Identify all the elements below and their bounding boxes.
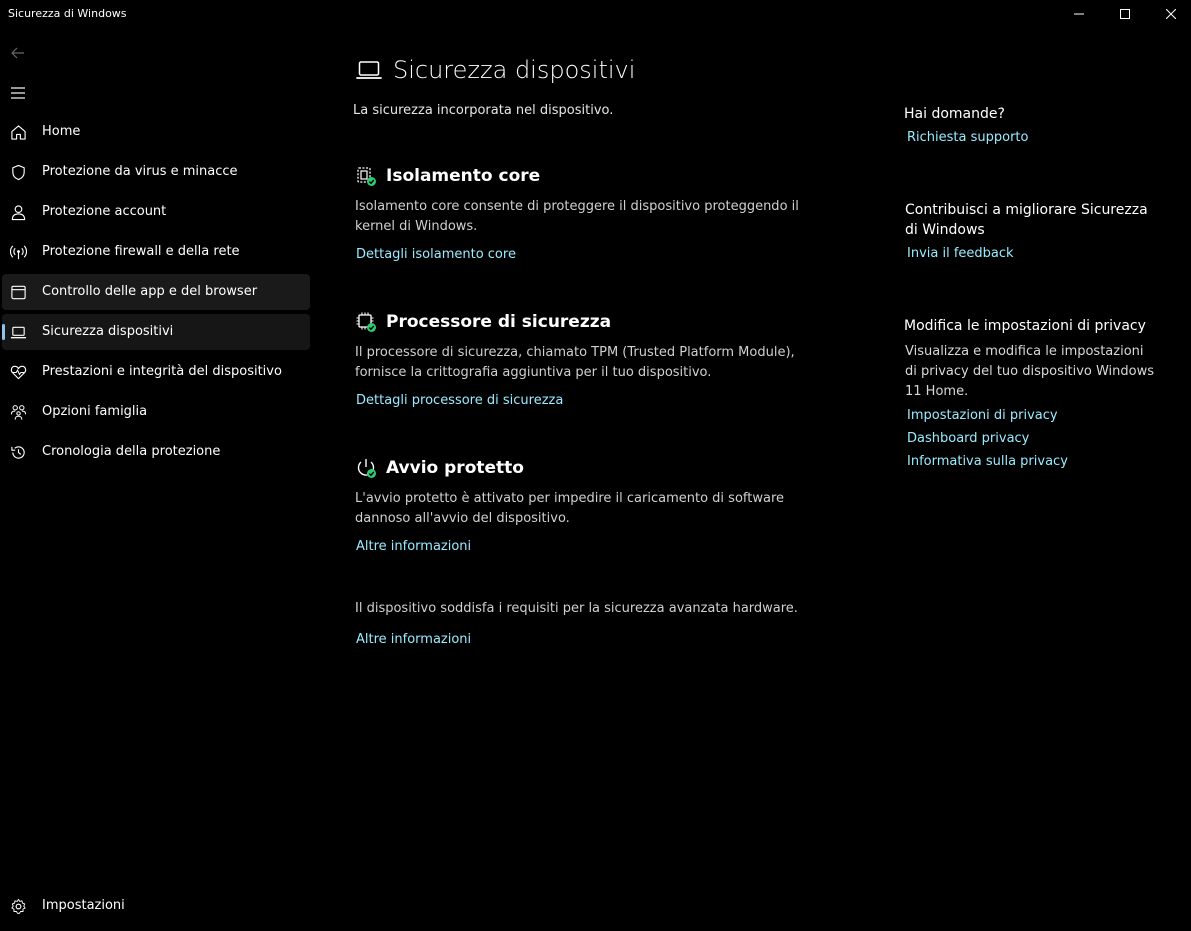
page-title: Sicurezza dispositivi xyxy=(393,56,636,84)
nav-label-account-protection: Protezione account xyxy=(42,204,167,219)
close-icon xyxy=(1166,9,1176,19)
section-desc-core-isolation: Isolamento core consente di proteggere il dispositivo proteggendo il kernel di Windows. xyxy=(355,199,799,234)
questions-title: Hai domande? xyxy=(904,106,1005,122)
nav-item-family-options[interactable] xyxy=(2,394,310,430)
nav-label-settings: Impostazioni xyxy=(42,898,125,913)
person-icon xyxy=(9,203,27,221)
back-arrow-icon xyxy=(11,46,25,60)
shield-icon xyxy=(9,163,27,181)
secure-boot-more-info-link[interactable]: Altre informazioni xyxy=(356,539,472,554)
hardware-security-note: Il dispositivo soddisfa i requisiti per la sicurezza avanzata hardware. xyxy=(355,601,798,616)
section-security-processor xyxy=(355,310,835,408)
browser-window-icon xyxy=(9,283,27,301)
close-button[interactable] xyxy=(1148,0,1191,28)
sidebar-nav xyxy=(2,114,310,474)
hamburger-icon xyxy=(10,87,26,99)
nav-item-device-security[interactable] xyxy=(2,314,310,350)
section-desc-secure-boot: L'avvio protetto è attivato per impedire il caricamento di software dannoso all'avvio del dispositivo. xyxy=(355,491,785,526)
minimize-button[interactable] xyxy=(1056,0,1102,28)
heart-pulse-icon xyxy=(9,363,27,381)
window-title: Sicurezza di Windows xyxy=(8,7,127,20)
side-questions xyxy=(904,104,1154,145)
power-icon xyxy=(355,457,377,479)
privacy-description: Visualizza e modifica le impostazioni di privacy del tuo dispositivo Windows 11 Home. xyxy=(905,344,1154,399)
laptop-icon xyxy=(9,323,27,341)
section-title-secure-boot: Avvio protetto xyxy=(386,458,524,478)
gear-icon xyxy=(9,897,27,915)
privacy-statement-link[interactable]: Informativa sulla privacy xyxy=(907,454,1068,469)
page-header xyxy=(355,56,635,84)
side-improve xyxy=(905,200,1155,261)
nav-item-account-protection[interactable] xyxy=(2,194,310,230)
title-bar xyxy=(0,0,1191,28)
privacy-title: Modifica le impostazioni di privacy xyxy=(904,318,1146,334)
home-icon xyxy=(9,123,27,141)
section-title-security-processor: Processore di sicurezza xyxy=(386,312,612,332)
minimize-icon xyxy=(1074,9,1084,19)
privacy-settings-link[interactable]: Impostazioni di privacy xyxy=(907,408,1058,423)
send-feedback-link[interactable]: Invia il feedback xyxy=(907,246,1014,261)
nav-label-app-browser-control: Controllo delle app e del browser xyxy=(42,284,258,299)
section-desc-security-processor: Il processore di sicurezza, chiamato TPM (Trusted Platform Module), fornisce la crittografia aggiuntiva per il tuo dispositivo. xyxy=(355,345,795,380)
nav-item-home[interactable] xyxy=(2,114,310,150)
nav-label-virus-protection: Protezione da virus e minacce xyxy=(42,164,238,179)
back-button[interactable] xyxy=(6,42,30,64)
hardware-security-more-info-link[interactable]: Altre informazioni xyxy=(356,632,472,647)
laptop-icon xyxy=(355,56,383,84)
nav-item-protection-history[interactable] xyxy=(2,434,310,470)
family-icon xyxy=(9,403,27,421)
nav-item-settings[interactable] xyxy=(2,888,310,924)
core-isolation-details-link[interactable]: Dettagli isolamento core xyxy=(356,247,516,262)
nav-item-virus-protection[interactable] xyxy=(2,154,310,190)
security-processor-details-link[interactable]: Dettagli processore di sicurezza xyxy=(356,393,564,408)
nav-item-firewall[interactable] xyxy=(2,234,310,270)
nav-item-device-performance[interactable] xyxy=(2,354,310,390)
nav-label-family-options: Opzioni famiglia xyxy=(42,404,148,419)
nav-label-protection-history: Cronologia della protezione xyxy=(42,444,221,459)
support-request-link[interactable]: Richiesta supporto xyxy=(907,130,1029,145)
section-title-core-isolation: Isolamento core xyxy=(386,166,541,186)
improve-title: Contribuisci a migliorare Sicurezza di Windows xyxy=(905,202,1148,238)
core-isolation-icon xyxy=(355,165,377,187)
side-privacy xyxy=(904,316,1154,469)
section-secure-boot xyxy=(355,456,835,554)
nav-label-device-performance: Prestazioni e integrità del dispositivo xyxy=(42,364,282,379)
nav-label-home: Home xyxy=(42,124,81,139)
wifi-antenna-icon xyxy=(9,243,27,261)
nav-label-device-security: Sicurezza dispositivi xyxy=(42,324,174,339)
chip-icon xyxy=(355,311,377,333)
history-icon xyxy=(9,443,27,461)
privacy-dashboard-link[interactable]: Dashboard privacy xyxy=(907,431,1030,446)
nav-item-app-browser-control[interactable] xyxy=(2,274,310,310)
page-subtitle: La sicurezza incorporata nel dispositivo. xyxy=(353,103,614,118)
section-core-isolation xyxy=(355,164,835,262)
hamburger-menu-button[interactable] xyxy=(6,82,30,104)
nav-label-firewall: Protezione firewall e della rete xyxy=(42,244,240,259)
maximize-button[interactable] xyxy=(1102,0,1148,28)
maximize-icon xyxy=(1120,9,1130,19)
